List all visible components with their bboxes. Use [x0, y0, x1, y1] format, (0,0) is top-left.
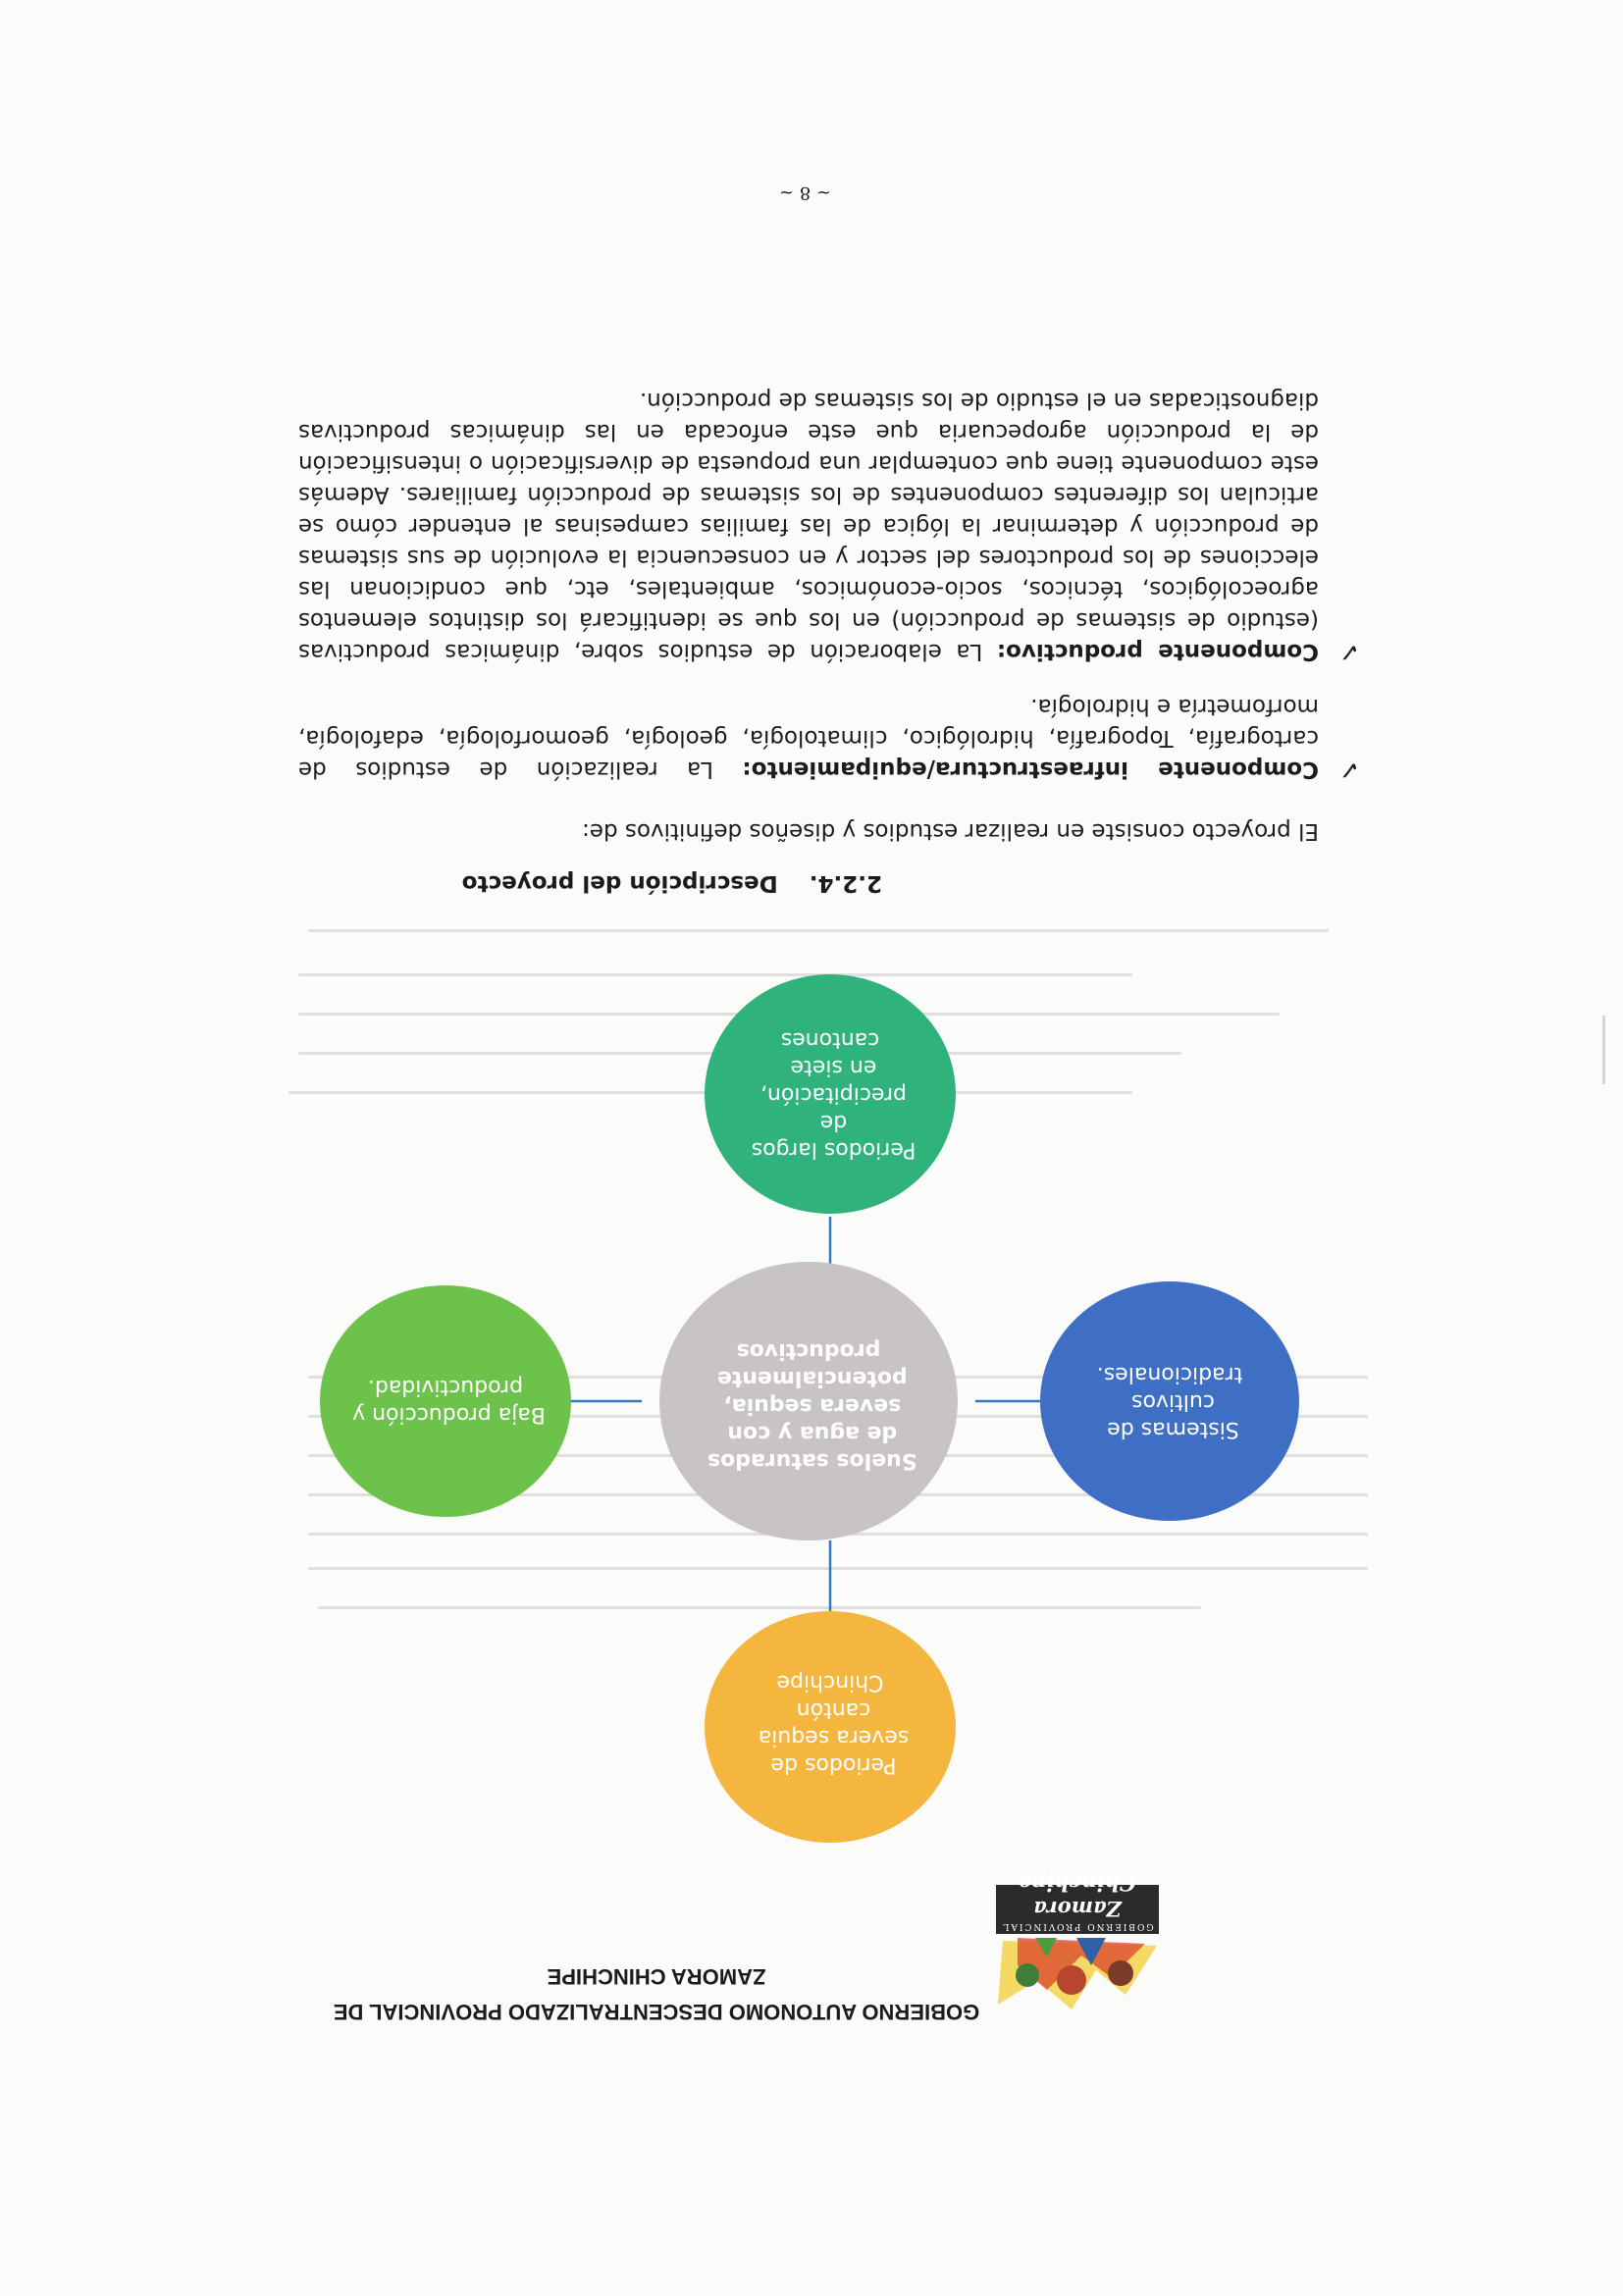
circle-left-label: Sistemas de cultivos tradicionales. — [1096, 1362, 1243, 1441]
circle-center-label: Suelos saturados de agua y con severa sequia, potencialmente productivos — [707, 1338, 917, 1473]
circle-top — [705, 1611, 956, 1843]
page-number: ~ 8 ~ — [778, 183, 831, 203]
circle-bottom — [705, 974, 956, 1214]
circle-left — [1040, 1281, 1299, 1521]
bullet-productive — [298, 385, 1360, 667]
circle-right-label: Baja producción y productividad. — [352, 1375, 546, 1427]
bullet-infrastructure — [298, 691, 1360, 785]
circle-center — [659, 1262, 958, 1540]
org-title-line1: GOBIERNO AUTONOMO DESCENTRALIZADO PROVINCIAL DE — [333, 2000, 980, 2024]
logo-small-text: GOBIERNO PROVINCIAL — [1001, 1921, 1154, 1931]
circle-bottom-label: Periodos largos de precipitación, en siete cantones — [751, 1027, 916, 1162]
checkmark-icon: ✓ — [1338, 637, 1360, 666]
section-title: Descripción del proyecto — [461, 870, 778, 896]
bullet-title: Componente productivo: — [996, 639, 1319, 664]
bullet-text: La elaboración de estudios sobre, dinámicas productivas (estudio de sistemas de producción) en los que se identificará los distintos elementos agroecológicos, técnicos, socio-económicos, ambientales, etc, que condicionan las elecciones de los productores del sector y en consecuencia la evolución de sus sistemas de producción y determinar la lógica de las familias campesinas al entender cómo se articulan los diferentes componentes de los sistemas de producción familiares. Además este componente tiene que contemplar una propuesta de diversificación o intensificación de la producción agropecuaria que este enfocada en las dinámicas productivas diagnosticadas en el estudio de los sistemas de producción. — [298, 388, 1319, 664]
circle-top-label: Periodos de severa sequia cantón Chinchipe — [758, 1670, 910, 1777]
section-heading — [462, 870, 882, 896]
bullet-text: La realización de estudios de cartografía, Topografía, hidrológico, climatología, geología, geomorfología, edafología, morfometría e hidrología. — [298, 694, 1319, 782]
section-intro: El proyecto consiste en realizar estudios y diseños definitivos de: — [582, 818, 1319, 844]
circle-right — [320, 1285, 571, 1517]
checkmark-icon: ✓ — [1338, 755, 1360, 784]
org-title-line2: ZAMORA CHINCHIPE — [547, 1964, 766, 1989]
bullet-title: Componente infraestructura/equipamiento: — [742, 757, 1319, 782]
section-number: 2.2.4. — [809, 870, 882, 896]
scan-edge-mark — [1602, 1016, 1605, 1084]
logo-big-text: Zamora Chinchipe — [1019, 1871, 1136, 1921]
